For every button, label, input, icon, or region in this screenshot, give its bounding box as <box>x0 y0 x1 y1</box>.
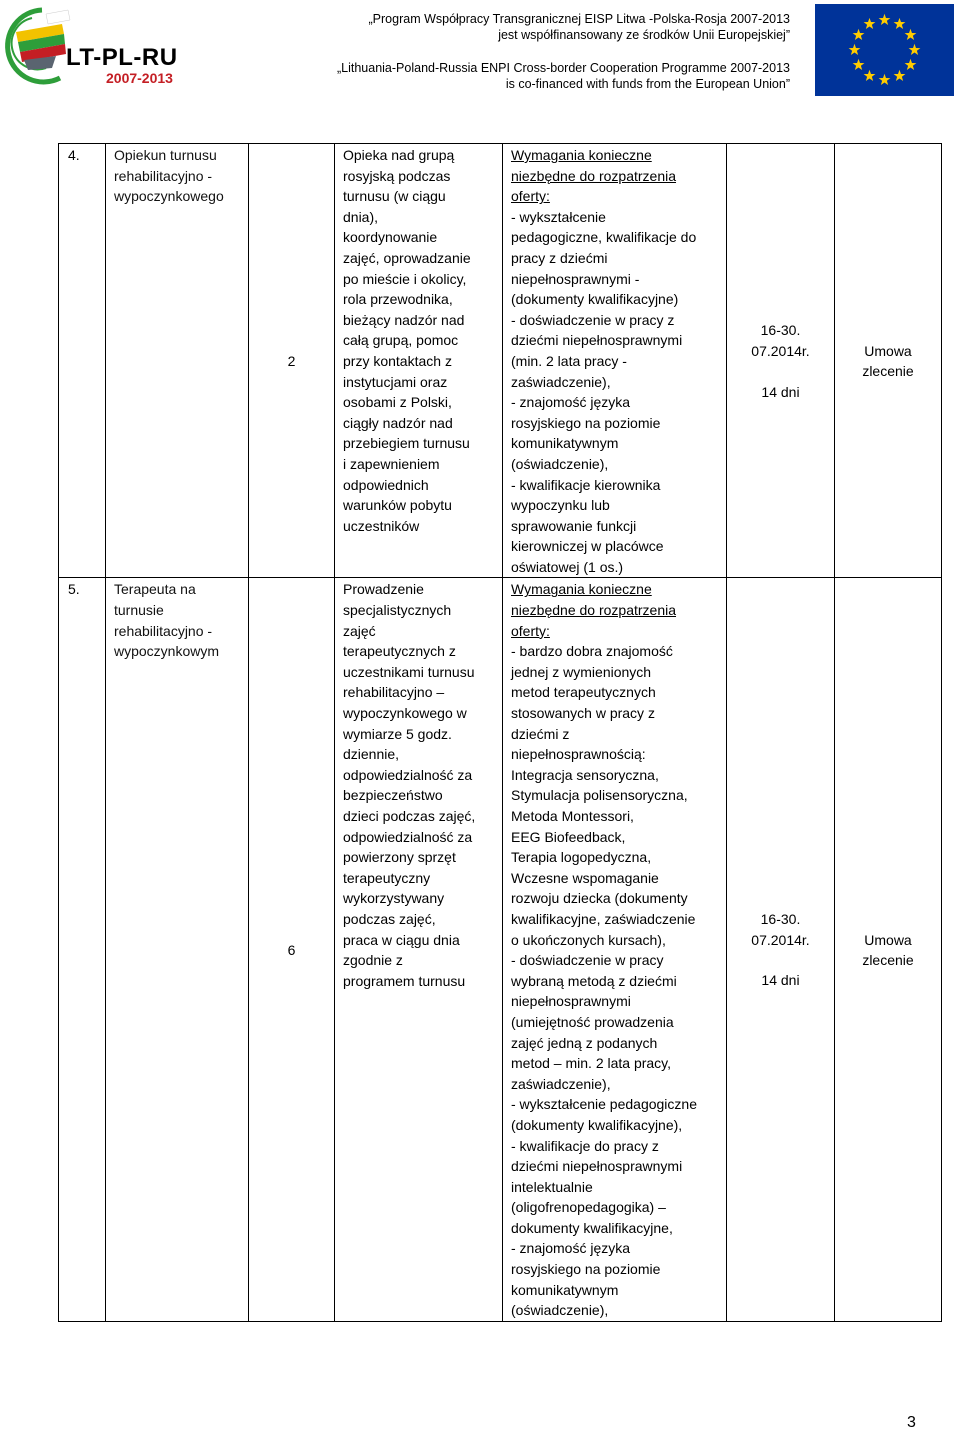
cell-number: 4. <box>59 144 106 578</box>
star-icon <box>905 29 917 40</box>
text-line: warunków pobytu <box>343 497 452 514</box>
program-line-4: is co-financed with funds from the European Union” <box>505 77 790 91</box>
cell-description <box>335 578 503 1321</box>
text-line: dzieci podczas zajęć, <box>343 808 476 824</box>
star-icon <box>905 59 917 70</box>
text-line: Metoda Montessori, <box>511 808 634 824</box>
table-row <box>59 578 942 1321</box>
cell-description <box>335 144 503 578</box>
text-line: bieżący nadzór nad <box>343 311 465 328</box>
spacer <box>735 950 826 970</box>
text-line: osobami z Polski, <box>343 394 452 411</box>
text-line: 16-30. <box>760 911 801 928</box>
text-line: Wczesne wspomaganie <box>511 869 659 886</box>
text-line: rozwoju dziecka (dokumenty <box>511 890 688 907</box>
text-line: pedagogiczne, kwalifikacje do <box>511 229 697 246</box>
star-icon <box>894 70 906 81</box>
text-line: zajęć, oprowadzanie <box>343 249 471 266</box>
text-line: Integracja sensoryczna, <box>511 766 659 783</box>
text-line: rehabilitacyjno – <box>343 684 445 701</box>
logo-text: LT-PL-RU <box>66 44 178 71</box>
text-line: oferty: <box>511 188 550 205</box>
cell-number: 5. <box>59 578 106 1321</box>
text-line: - znajomość języka <box>511 1240 631 1257</box>
text-line: o ukończonych kursach), <box>511 931 666 948</box>
text-line: sprawowanie funkcji <box>511 517 637 534</box>
text-line: Wymagania konieczne <box>511 147 652 163</box>
text-line: 07.2014r. <box>751 931 810 948</box>
text-line: wykorzystywany <box>343 890 445 907</box>
text-line: zajęć <box>343 622 376 639</box>
text-line: - wykształcenie <box>511 208 606 225</box>
text-line: Prowadzenie <box>343 581 424 598</box>
text-line: rosyjskiego na poziomie <box>511 414 661 431</box>
cell-date <box>727 578 835 1321</box>
text-line: zajęć jedną z podanych <box>511 1034 658 1051</box>
text-line: niezbędne do rozpatrzenia <box>511 602 677 619</box>
text-line: Terapia logopedyczna, <box>511 849 652 866</box>
text-line: rola przewodnika, <box>343 291 453 308</box>
text-line: stosowanych w pracy z <box>511 705 655 722</box>
text-line: pracy z dziećmi <box>511 249 608 266</box>
text-line: po mieście i okolicy, <box>343 270 467 287</box>
star-icon <box>879 74 891 85</box>
cell-position-name <box>106 144 249 578</box>
star-icon <box>894 18 906 29</box>
text-line: komunikatywnym <box>511 435 619 452</box>
text-line: metod – min. 2 lata pracy, <box>511 1055 672 1072</box>
cell-contract-type <box>835 144 942 578</box>
text-line: Umowa <box>864 931 912 948</box>
text-line: (dokumenty kwalifikacyjne) <box>511 291 679 308</box>
text-line: odpowiednich <box>343 476 429 493</box>
text-line: wymiarze 5 godz. <box>343 725 452 742</box>
text-line: - wykształcenie pedagogiczne <box>511 1096 697 1113</box>
text-line: Wymagania konieczne <box>511 581 652 598</box>
cell-date <box>727 144 835 578</box>
text-line: dokumenty kwalifikacyjne, <box>511 1219 673 1236</box>
text-line: 07.2014r. <box>751 342 810 359</box>
page-number: 3 <box>907 1414 916 1431</box>
cell-contract-type <box>835 578 942 1321</box>
text-line: zaświadczenie), <box>511 373 611 390</box>
program-logo <box>2 2 178 92</box>
text-line: uczestników <box>343 517 420 534</box>
text-line: niepełnosprawnymi - <box>511 270 640 287</box>
text-line: dziennie, <box>343 746 400 763</box>
text-line: całą grupą, pomoc <box>343 332 459 349</box>
text-line: zaświadczenie), <box>511 1075 611 1092</box>
text-line: powierzony sprzęt <box>343 849 456 866</box>
text-line: rosyjską podczas <box>343 167 451 184</box>
text-line: - znajomość języka <box>511 394 631 411</box>
text-line: Opiekun turnusu <box>114 147 217 163</box>
text-line: (umiejętność prowadzenia <box>511 1013 674 1030</box>
text-line: (min. 2 lata pracy - <box>511 352 627 369</box>
text-line: uczestnikami turnusu <box>343 663 475 680</box>
text-line: niezbędne do rozpatrzenia <box>511 167 677 184</box>
text-line: podczas zajęć, <box>343 910 436 927</box>
text-line: (oświadczenie), <box>511 1302 609 1319</box>
text-line: - kwalifikacje kierownika <box>511 476 661 493</box>
text-line: wypoczynkowego <box>114 188 224 205</box>
text-line: 16-30. <box>760 322 801 339</box>
logo-years: 2007-2013 <box>106 70 173 86</box>
text-line: (oświadczenie), <box>511 455 609 472</box>
program-statement-en <box>270 60 790 92</box>
text-line: zgodnie z <box>343 952 403 969</box>
text-line: niepełnosprawnymi <box>511 993 631 1010</box>
star-icon <box>864 18 876 29</box>
text-line: metod terapeutycznych <box>511 684 656 701</box>
spacer <box>735 362 826 382</box>
text-line: turnusu (w ciągu <box>343 188 446 205</box>
text-line: instytucjami oraz <box>343 373 448 390</box>
text-line: rosyjskiego na poziomie <box>511 1261 661 1278</box>
date-block <box>735 909 826 991</box>
star-icon <box>849 44 861 55</box>
cell-position-name <box>106 578 249 1321</box>
text-line: ciągły nadzór nad <box>343 414 453 431</box>
text-line: bezpieczeństwo <box>343 787 443 804</box>
table-row <box>59 144 942 578</box>
text-line: zlecenie <box>862 363 914 380</box>
text-line: Umowa <box>864 342 912 359</box>
program-line-2: jest współfinansowany ze środków Unii Europejskiej” <box>498 28 790 42</box>
text-line: rehabilitacyjno - <box>114 167 213 184</box>
text-line: wypoczynku lub <box>511 497 610 514</box>
text-line: programem turnusu <box>343 972 466 989</box>
text-line: komunikatywnym <box>511 1281 619 1298</box>
text-line: - kwalifikacje do pracy z <box>511 1137 659 1154</box>
program-line-3: „Lithuania-Poland-Russia ENPI Cross-border Cooperation Programme 2007-2013 <box>336 61 790 75</box>
cell-quantity: 6 <box>249 578 335 1321</box>
text-line: dziećmi niepełnosprawnymi <box>511 1158 683 1175</box>
text-line: kwalifikacyjne, zaświadczenie <box>511 910 696 927</box>
program-line-1: „Program Współpracy Transgranicznej EISP Litwa -Polska-Rosja 2007-2013 <box>368 12 790 26</box>
star-icon <box>909 44 921 55</box>
text-line: dnia), <box>343 208 379 225</box>
text-line: odpowiedzialność za <box>343 828 473 845</box>
eu-flag-stars <box>815 4 954 96</box>
text-line: przebiegiem turnusu <box>343 435 470 452</box>
text-line: oferty: <box>511 622 550 639</box>
cell-requirements <box>503 578 727 1321</box>
text-line: specjalistycznych <box>343 602 452 619</box>
star-icon <box>879 14 891 25</box>
duration: 14 dni <box>761 383 800 400</box>
text-line: wypoczynkowym <box>114 643 220 660</box>
text-line: odpowiedzialność za <box>343 766 473 783</box>
text-line: Stymulacja polisensoryczna, <box>511 787 688 804</box>
text-line: przy kontaktach z <box>343 352 452 369</box>
text-line: praca w ciągu dnia <box>343 931 460 948</box>
text-line: wybraną metodą z dziećmi <box>511 972 677 989</box>
text-line: Opieka nad grupą <box>343 147 455 163</box>
date-block <box>735 320 826 402</box>
text-line: (dokumenty kwalifikacyjne), <box>511 1116 683 1133</box>
text-line: zlecenie <box>862 952 914 969</box>
text-line: rehabilitacyjno - <box>114 622 213 639</box>
positions-table <box>58 143 942 1322</box>
text-line: jednej z wymienionych <box>511 663 652 680</box>
text-line: dziećmi niepełnosprawnymi <box>511 332 683 349</box>
star-icon <box>864 70 876 81</box>
text-line: (oligofrenopedagogika) – <box>511 1199 666 1216</box>
text-line: koordynowanie <box>343 229 438 246</box>
text-line: niepełnosprawnością: <box>511 746 646 763</box>
star-icon <box>853 29 865 40</box>
text-line: i zapewnieniem <box>343 455 440 472</box>
text-line: - bardzo dobra znajomość <box>511 643 673 660</box>
duration: 14 dni <box>761 972 800 989</box>
cell-quantity: 2 <box>249 144 335 578</box>
text-line: EEG Biofeedback, <box>511 828 626 845</box>
text-line: turnusie <box>114 602 164 619</box>
text-line: terapeutycznych z <box>343 643 456 660</box>
text-line: intelektualnie <box>511 1178 593 1195</box>
eu-flag <box>815 4 954 96</box>
text-line: - doświadczenie w pracy <box>511 952 664 969</box>
cell-requirements <box>503 144 727 578</box>
program-statement-pl <box>270 11 790 43</box>
text-line: oświatowej (1 os.) <box>511 558 624 575</box>
text-line: terapeutyczny <box>343 869 431 886</box>
text-line: dziećmi z <box>511 725 570 742</box>
text-line: kierowniczej w placówce <box>511 538 664 555</box>
text-line: - doświadczenie w pracy z <box>511 311 675 328</box>
text-line: Terapeuta na <box>114 581 196 598</box>
text-line: wypoczynkowego w <box>343 705 467 722</box>
star-icon <box>853 59 865 70</box>
